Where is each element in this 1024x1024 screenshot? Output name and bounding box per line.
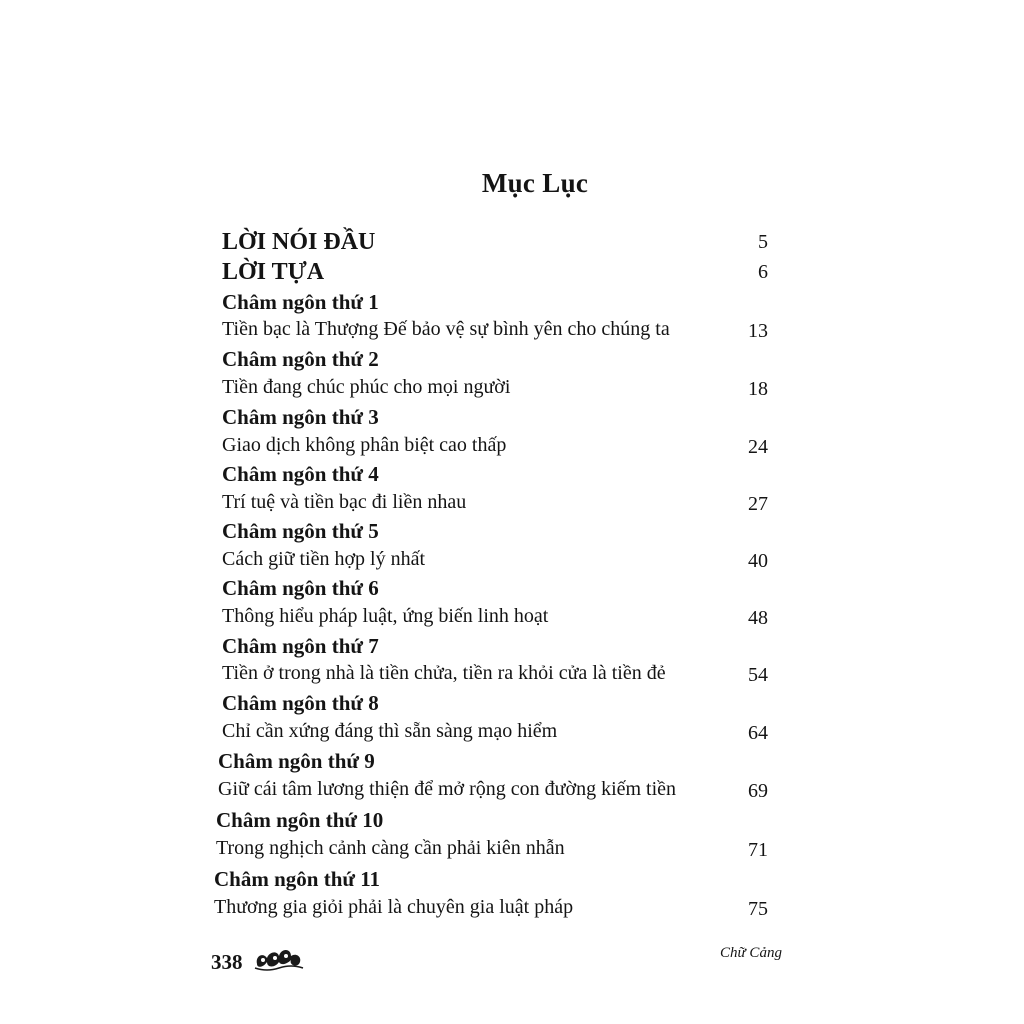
- toc-page-number: 13: [748, 320, 768, 342]
- toc-chapter-heading: Châm ngôn thứ 6: [222, 576, 379, 600]
- toc-chapter-heading: Châm ngôn thứ 10: [216, 808, 384, 832]
- toc-chapter-heading: Châm ngôn thứ 9: [218, 749, 375, 773]
- toc-entry-title: Giữ cái tâm lương thiện để mở rộng con đường kiếm tiền: [218, 778, 677, 800]
- toc-chapter-heading: Châm ngôn thứ 11: [214, 867, 381, 891]
- toc-page-number: 6: [758, 261, 768, 283]
- toc-entry-title: Trong nghịch cảnh càng cần phải kiên nhẫn: [216, 837, 565, 859]
- toc-entry-title: Giao dịch không phân biệt cao thấp: [222, 434, 507, 456]
- toc-chapter-heading: Châm ngôn thứ 8: [222, 691, 379, 715]
- toc-chapter-heading: Châm ngôn thứ 3: [222, 405, 379, 429]
- toc-chapter-heading: Châm ngôn thứ 7: [222, 634, 379, 658]
- toc-entry-title: Chỉ cần xứng đáng thì sẵn sàng mạo hiểm: [222, 720, 558, 742]
- toc-page-number: 18: [748, 378, 768, 400]
- toc-page-number: 48: [748, 607, 768, 629]
- toc-page-number: 5: [758, 231, 768, 253]
- toc-page-number: 27: [748, 493, 768, 515]
- floral-ornament-icon: [253, 944, 305, 977]
- toc-entry-title: Thương gia giỏi phải là chuyên gia luật pháp: [214, 896, 574, 918]
- toc-page-number: 75: [748, 898, 768, 920]
- toc-entry-title: Tiền bạc là Thượng Đế bảo vệ sự bình yên cho chúng ta: [222, 318, 670, 340]
- toc-entry-title: Tiền ở trong nhà là tiền chửa, tiền ra khỏi cửa là tiền đẻ: [222, 662, 666, 684]
- toc-page-number: 71: [748, 839, 768, 861]
- toc-page-number: 24: [748, 436, 768, 458]
- toc-section-heading: LỜI TỰA: [222, 259, 325, 285]
- toc-chapter-heading: Châm ngôn thứ 5: [222, 519, 379, 543]
- page-number: 338: [211, 950, 243, 974]
- page-title: Mục Lục: [481, 168, 589, 198]
- author-signature: Chữ Cảng: [720, 945, 782, 961]
- toc-entry-title: Trí tuệ và tiền bạc đi liền nhau: [222, 491, 467, 513]
- toc-page-number: 64: [748, 722, 768, 744]
- toc-section-heading: LỜI NÓI ĐẦU: [222, 229, 376, 255]
- toc-page-number: 40: [748, 550, 768, 572]
- toc-entry-title: Tiền đang chúc phúc cho mọi người: [222, 376, 511, 398]
- toc-entry-title: Thông hiểu pháp luật, ứng biến linh hoạt: [222, 605, 549, 627]
- toc-chapter-heading: Châm ngôn thứ 1: [222, 290, 379, 314]
- toc-chapter-heading: Châm ngôn thứ 4: [222, 462, 379, 486]
- toc-page-number: 69: [748, 780, 768, 802]
- toc-entry-title: Cách giữ tiền hợp lý nhất: [222, 548, 426, 570]
- toc-chapter-heading: Châm ngôn thứ 2: [222, 347, 379, 371]
- toc-page-number: 54: [748, 664, 768, 686]
